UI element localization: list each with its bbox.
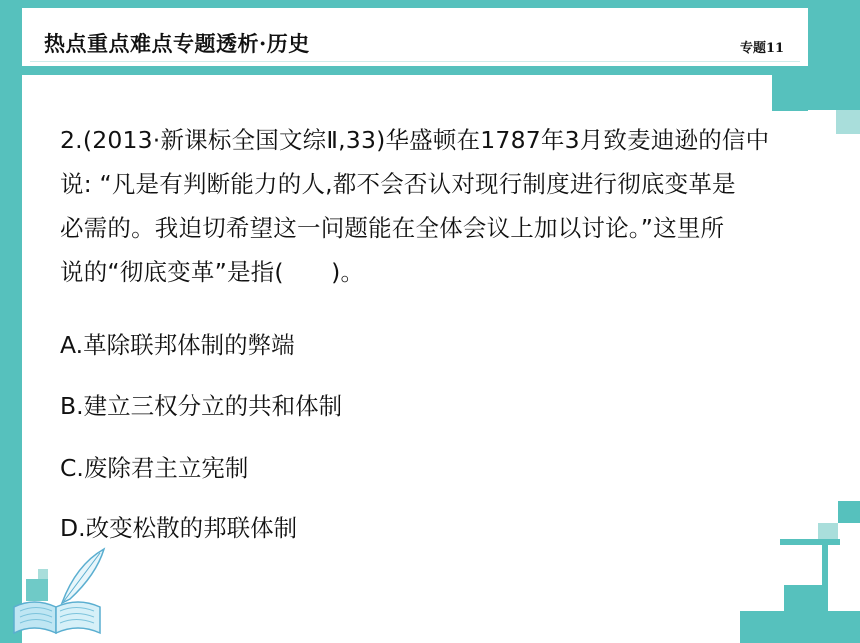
decor-square [836,110,860,134]
header-title: 热点重点难点专题透析·历史 [44,31,310,56]
top-border [0,0,860,8]
right-corner-block [808,0,860,110]
option-c[interactable]: C.废除君主立宪制 [60,454,249,482]
question-line: 说的“彻底变革”是指( )。 [60,258,365,286]
option-b[interactable]: B.建立三权分立的共和体制 [60,392,343,420]
header-underline [30,61,800,62]
option-d[interactable]: D.改变松散的邦联体制 [60,514,298,542]
question-text [60,118,810,294]
question-line: 必需的。我迫切希望这一问题能在全体会议上加以讨论。”这里所 [60,214,725,242]
option-a[interactable]: A.革除联邦体制的弊端 [60,331,295,359]
open-book-quill-icon [4,545,114,640]
topic-tag: 专题11 [740,41,785,56]
header-rule [0,66,860,75]
question-line: 2.(2013·新课标全国文综Ⅱ,33)华盛顿在1787年3月致麦迪逊的信中 [60,126,770,154]
bottom-corner-decoration [560,493,860,643]
decor-square [772,75,808,111]
question-line: 说: “凡是有判断能力的人,都不会否认对现行制度进行彻底变革是 [60,170,736,198]
